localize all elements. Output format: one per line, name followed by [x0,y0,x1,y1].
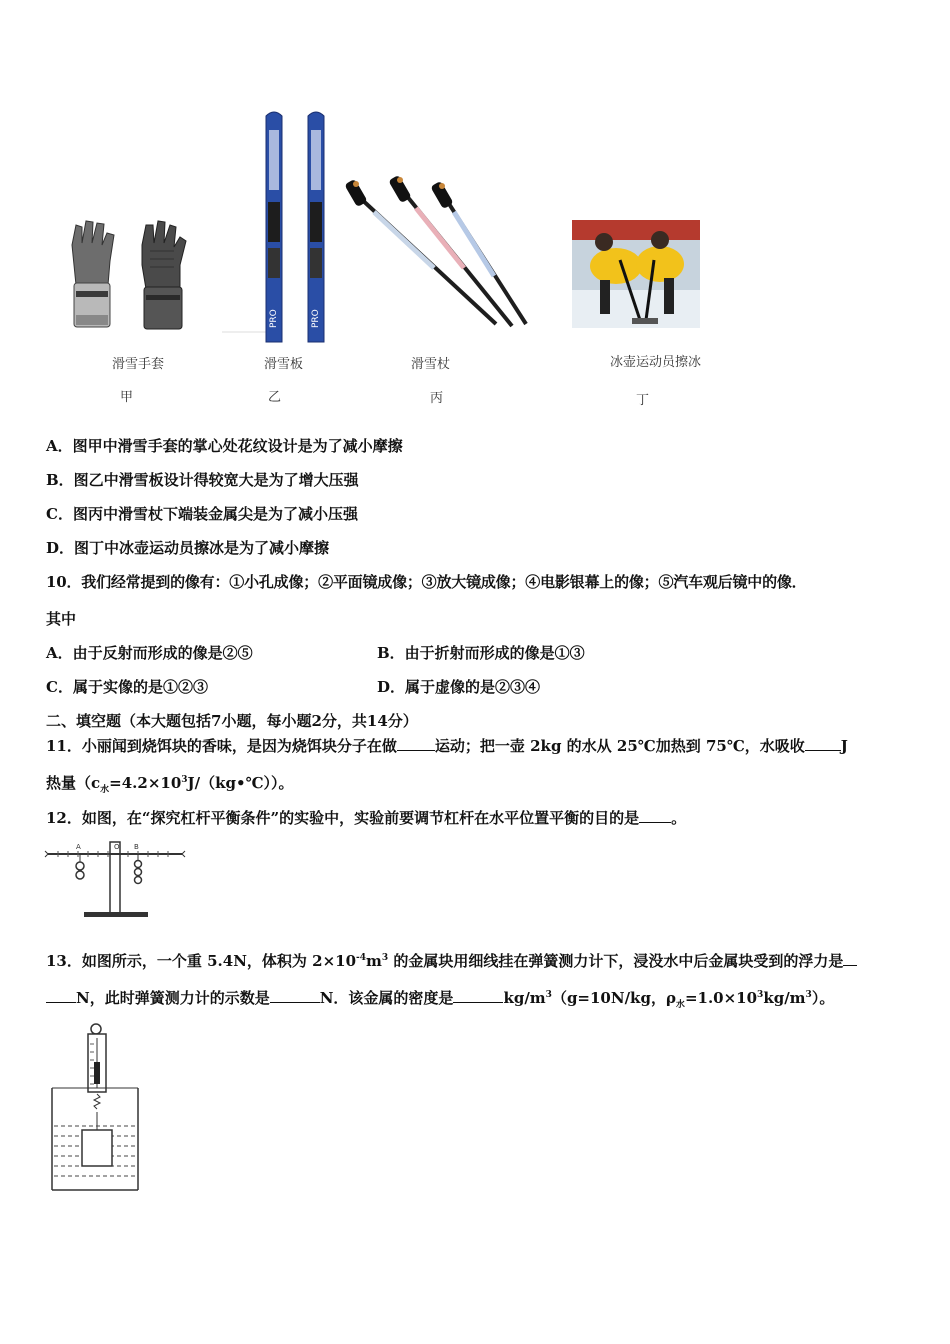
q12-text-1: 12．如图，在“探究杠杆平衡条件”的实验中，实验前要调节杠杆在水平位置平衡的目的是 [46,809,640,827]
q11-line2 [46,772,294,795]
q12-text-2: 。 [671,809,687,827]
q13-line2 [46,987,834,1010]
q13-l2-a: N，此时弹簧测力计的示数是 [76,989,270,1007]
lever-apparatus-figure [44,840,186,922]
q13-text-a: 13．如图所示，一个重 5.4N，体积为 2×10 [46,952,357,970]
q11-text-3: J [840,737,848,755]
q10-option-b: B．由于折射而形成的像是①③ [377,644,585,662]
q13-blank-2[interactable] [270,988,320,1003]
q13-l2-f-sup: 3 [805,990,812,1000]
q10-option-d: D．属于虚像的是②③④ [377,678,541,696]
section-heading: 二、填空题（本大题包括7小题，每小题2分，共14分） [46,712,418,730]
spring-scale-beaker-figure [48,1022,142,1194]
skis-label: 乙 [268,390,282,405]
q10-option-c: C．属于实像的是①②③ [46,678,208,696]
q13-text-b: m [366,952,382,970]
curling-image [572,220,700,328]
q13-line1 [46,950,857,971]
q13-text-c: 的金属块用细线挂在弹簧测力计下，浸没水中后金属块受到的浮力是 [388,952,844,970]
q11-text-2: 运动；把一壶 2kg 的水从 25℃加热到 75℃，水吸收 [434,737,805,755]
q12-blank[interactable] [639,808,671,823]
poles-caption: 滑雪杖 [411,357,451,372]
q11-blank-1[interactable] [397,736,435,751]
skis-image [222,106,342,348]
q9-option-a: A．图甲中滑雪手套的掌心处花纹设计是为了减小摩擦 [46,437,403,455]
q13-l2-c-sup: 3 [545,990,552,1000]
q10-stem-cont: 其中 [46,610,77,628]
q13-blank-3[interactable] [453,988,503,1003]
q13-l2-e: =1.0×10 [684,989,758,1007]
q13-l2-d: （g=10N/kg，ρ [551,989,676,1007]
gloves-caption: 滑雪手套 [112,357,165,372]
gloves-label: 甲 [120,390,134,405]
q10-option-a: A．由于反射而形成的像是②⑤ [46,644,253,662]
q11-l2-sub: 水 [100,785,110,795]
q11-l2-a: 热量（c [46,774,101,792]
q9-option-b: B．图乙中滑雪板设计得较宽大是为了增大压强 [46,471,359,489]
ski-poles-image [344,176,536,336]
q11-l2-sup: 3 [181,775,188,785]
q13-blank-1b[interactable] [46,988,76,1003]
poles-label: 丙 [430,391,444,406]
lever-label-o: O [114,843,120,851]
ski-print-left: PRO [269,309,279,328]
q13-l2-e-sup: 3 [757,990,764,1000]
q11-l2-c: J/（kg•℃））。 [187,774,294,792]
q13-l2-f: kg/m [763,989,806,1007]
q10-stem: 10．我们经常提到的像有：①小孔成像；②平面镜成像；③放大镜成像；④电影银幕上的像；⑤汽车观后镜中的像． [46,573,807,591]
curling-caption: 冰壶运动员擦冰 [610,355,702,370]
curling-label: 丁 [636,393,650,408]
skis-caption: 滑雪板 [264,357,304,372]
q11-line1 [46,735,848,756]
q11-l2-b: =4.2×10 [109,774,182,792]
q12-line [46,807,686,828]
q13-sup-a: -4 [356,953,367,963]
q11-blank-2[interactable] [805,736,841,751]
q13-sup-b: 3 [381,953,389,963]
lever-label-b: B [134,843,139,851]
q13-l2-c: kg/m [503,989,546,1007]
q13-blank-1a[interactable] [843,951,857,966]
q13-l2-g: ）。 [811,989,835,1007]
q13-l2-d-sub: 水 [675,1000,685,1010]
ski-print-right: PRO [311,309,321,328]
q13-l2-b: N．该金属的密度是 [319,989,454,1007]
q9-option-d: D．图丁中冰壶运动员擦冰是为了减小摩擦 [46,539,330,557]
q11-text-1: 11．小丽闻到烧饵块的香味，是因为烧饵块分子在做 [46,737,397,755]
lever-label-a: A [76,843,81,851]
q9-option-c: C．图丙中滑雪杖下端装金属尖是为了减小压强 [46,505,358,523]
ski-gloves-image [62,215,192,335]
